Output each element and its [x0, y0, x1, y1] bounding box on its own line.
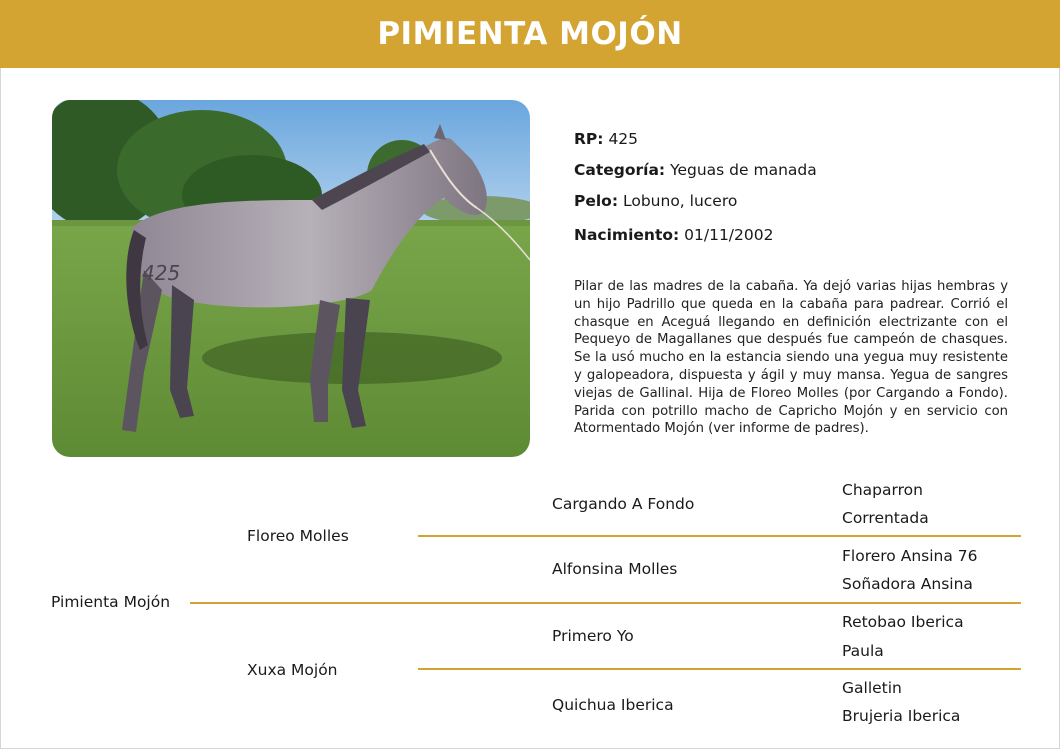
pedigree-dam-sire: Primero Yo: [552, 627, 634, 645]
rp-value: 425: [608, 130, 639, 148]
horse-info: [574, 126, 1014, 253]
title-banner: [0, 0, 1060, 68]
pedigree-line-dam: [418, 668, 1021, 670]
horse-description: Pilar de las madres de la cabaña. Ya dejó varias hijas hembras y un hijo Padrillo que queda en la cabaña para padrear. Corrió el chasque en Aceguá llegando en definición electrizante con el Pequeyo de Magallanes que después fue campeón de chasques. Se la usó mucho en la estancia siendo una yegua muy resistente y galopeadora, dispuesta y ágil y muy mansa. Yegua de sangres viejas de Gallinal. Hija de Floreo Molles (por Cargando a Fondo). Parida con potrillo macho de Capricho Mojón y en servicio con Atormentado Mojón (ver informe de padres).: [574, 279, 1008, 437]
pedigree-line-sire: [418, 535, 1021, 537]
pedigree-subject: Pimienta Mojón: [51, 593, 171, 611]
pedigree-sire: Floreo Molles: [247, 527, 349, 545]
pedigree-ggp-3: Florero Ansina 76: [842, 547, 978, 565]
coat-value: Lobuno, lucero: [622, 192, 738, 210]
birth-value: 01/11/2002: [684, 226, 774, 244]
page-title: PIMIENTA MOJÓN: [377, 16, 683, 52]
category-label: Categoría:: [574, 161, 666, 179]
birth-label: Nacimiento:: [574, 226, 680, 244]
pedigree-ggp-4: Soñadora Ansina: [842, 575, 973, 593]
pedigree-ggp-8: Brujeria Iberica: [842, 707, 961, 725]
rp-label: RP:: [574, 130, 604, 148]
birth-row: [574, 222, 1014, 253]
pedigree-ggp-1: Chaparron: [842, 481, 923, 499]
category-value: Yeguas de manada: [670, 161, 817, 179]
horse-illustration: [52, 100, 530, 457]
coat-row: [574, 188, 1014, 219]
pedigree-ggp-7: Galletin: [842, 679, 902, 697]
pedigree-ggp-6: Paula: [842, 642, 884, 660]
pedigree-dam: Xuxa Mojón: [247, 661, 338, 679]
pedigree-ggp-2: Correntada: [842, 509, 929, 527]
pedigree-sire-dam: Alfonsina Molles: [552, 560, 678, 578]
rp-row: [574, 126, 1014, 157]
pedigree-dam-dam: Quichua Iberica: [552, 696, 674, 714]
brand-mark: 425: [142, 261, 181, 285]
pedigree-ggp-5: Retobao Iberica: [842, 613, 964, 631]
horse-photo: [52, 100, 530, 457]
pedigree-line-main: [190, 602, 1021, 604]
coat-label: Pelo:: [574, 192, 619, 210]
pedigree-sire-sire: Cargando A Fondo: [552, 495, 695, 513]
category-row: [574, 157, 1014, 188]
